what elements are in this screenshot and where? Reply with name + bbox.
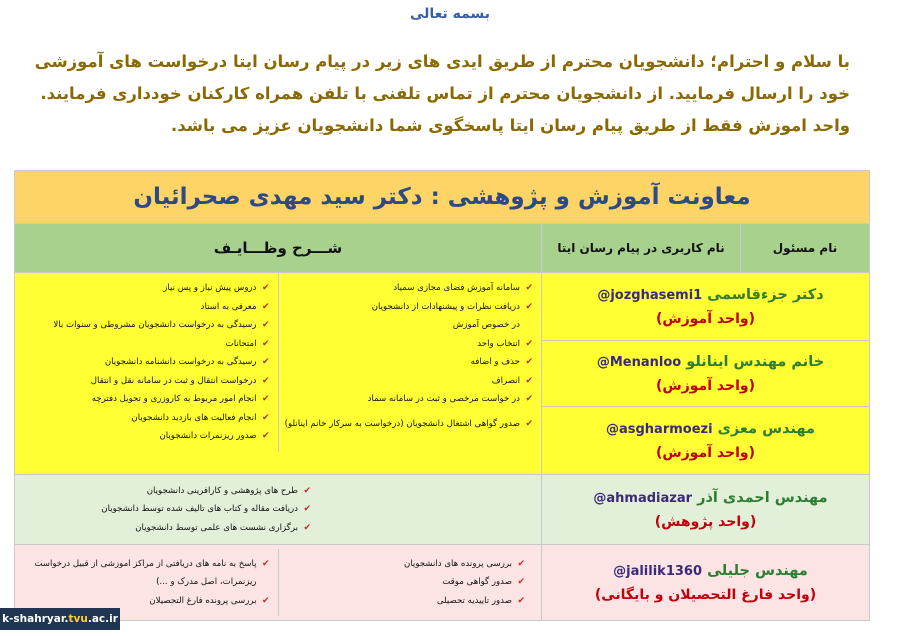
education-tasks-list — [15, 273, 278, 452]
check-icon: ✔ — [261, 301, 270, 312]
check-icon: ✔ — [261, 320, 270, 330]
check-icon: ✔ — [303, 504, 311, 515]
eitaa-username[interactable]: @asgharmoezi — [605, 421, 713, 437]
table-row — [542, 407, 870, 475]
list-item: ✔ معرفی به استاد — [21, 298, 270, 317]
list-item: ✔ برگزاری نشست های علمی توسط دانشجویان — [21, 519, 311, 538]
check-icon: ✔ — [261, 357, 270, 367]
intro-paragraph — [30, 46, 850, 142]
check-icon: ✔ — [525, 394, 533, 404]
intro-line: خود را ارسال فرمایید. از دانشجویان محترم از تماس تلفنی با تلفن همراه کارکنان خودداری فرمایند. — [40, 84, 850, 103]
list-item: ✔ امتحانات — [21, 335, 270, 354]
education-tasks-list — [279, 273, 542, 415]
eitaa-username[interactable]: @Menanloo — [596, 354, 682, 370]
intro-line: واحد اموزش فقط از طریق پیام رسان ایتا پاسخگوی شما دانشجویان عزیز می باشد. — [170, 116, 850, 135]
list-item: ✔ درخواست انتقال و ثبت در سامانه نقل و انتقال — [21, 372, 270, 391]
responsible-name: خانم مهندس اینانلو — [686, 353, 825, 370]
check-icon: ✔ — [261, 283, 270, 293]
list-item: ✔ صدور ریزنمرات دانشجویان — [21, 427, 270, 446]
logo-accent: tvu — [68, 613, 88, 625]
list-item: ✔ بررسی پرونده های دانشجویان — [285, 555, 526, 574]
research-tasks-list — [15, 476, 541, 544]
list-item: ✔ رسیدگی به درخواست دانشجویان مشروطی و سنوات بالا — [21, 316, 270, 335]
table-row — [542, 545, 870, 621]
list-item: ✔ دریافت مقاله و کتاب های تالیف شده توسط دانشجویان — [21, 500, 311, 519]
list-item: ✔ دروس پیش نیاز و پس نیاز — [21, 279, 270, 298]
check-icon: ✔ — [261, 595, 270, 606]
check-icon: ✔ — [261, 412, 270, 423]
check-icon: ✔ — [261, 338, 270, 349]
responsible-name: مهندس جلیلی — [707, 562, 808, 579]
eitaa-username[interactable]: @jalilik1360 — [613, 563, 703, 579]
check-icon: ✔ — [517, 558, 525, 569]
education-duties-cell — [15, 273, 542, 475]
list-item: ✔ حذف و اضافه — [285, 353, 534, 372]
responsible-line — [542, 563, 869, 579]
intro-line: با سلام و احترام؛ دانشجویان محترم از طریق ایدی های زیر در پیام رسان ایتا درخواست های آموزشی — [34, 52, 850, 71]
list-item: ✔ پاسخ به نامه های دریافتی از مراکز اموزشی از قبیل درخواست ریزنمرات، اصل مدرک و ...) — [21, 555, 270, 592]
unit-label: (واحد آموزش) — [656, 444, 755, 461]
list-item: ✔ انجام فعالیت های بازدید دانشجویان — [21, 409, 270, 428]
eitaa-username[interactable]: @jozghasemi1 — [597, 287, 703, 303]
list-item: در خصوص آموزش — [452, 320, 520, 330]
responsible-name: مهندس معزی — [717, 420, 815, 437]
check-icon: ✔ — [525, 283, 533, 293]
list-item: ✔ صدور گواهی اشتغال دانشجویان (درخواست به سرکار خانم اینانلو) — [285, 415, 534, 434]
check-icon: ✔ — [525, 375, 533, 386]
graduates-tasks-list — [279, 549, 542, 617]
graduates-tasks-list — [15, 549, 278, 617]
check-icon: ✔ — [261, 558, 270, 569]
list-item: ✔ انصراف — [285, 372, 534, 391]
eitaa-username[interactable]: @ahmadiazar — [593, 490, 693, 506]
list-item: ✔ سامانه آموزش فضای مجازی سمیاد — [285, 279, 534, 298]
check-icon: ✔ — [525, 357, 533, 367]
logo-prefix: k-shahryar. — [2, 613, 69, 625]
contacts-table — [14, 170, 870, 621]
unit-label: (واحد آموزش) — [656, 310, 755, 327]
check-icon: ✔ — [517, 577, 525, 588]
list-item: ✔ صدور گواهی موقت — [285, 573, 526, 592]
list-item: ✔ دریافت نظرات و پیشنهادات از دانشجویان — [285, 298, 534, 317]
basmala-heading: بسمه تعالی — [409, 6, 491, 22]
check-icon: ✔ — [525, 418, 533, 429]
column-header-username: نام کاربری در پیام رسان ایتا — [542, 224, 741, 273]
list-item: ✔ انتخاب واحد — [285, 335, 534, 354]
check-icon: ✔ — [303, 522, 311, 533]
research-duties-cell — [15, 475, 542, 545]
responsible-line — [542, 421, 869, 437]
column-header-duties: شـــرح وظـــایـف — [15, 224, 542, 273]
logo-suffix: .ac.ir — [87, 613, 118, 625]
list-item: ✔ بررسی پرونده فارغ التحصیلان — [21, 592, 270, 611]
check-icon: ✔ — [261, 394, 270, 404]
table-row — [542, 341, 870, 407]
list-item: ✔ رسیدگی به درخواست دانشنامه دانشجویان — [21, 353, 270, 372]
responsible-name: دکتر جزءقاسمی — [707, 286, 824, 303]
responsible-line — [542, 354, 869, 370]
column-header-name: نام مسئول — [741, 224, 870, 273]
list-item: ✔ صدور تاییدیه تحصیلی — [285, 592, 526, 611]
responsible-line — [542, 287, 869, 303]
responsible-line — [542, 490, 869, 506]
unit-label: (واحد پژوهش) — [654, 513, 757, 530]
check-icon: ✔ — [261, 375, 270, 386]
table-row — [542, 273, 870, 341]
unit-label: (واحد آموزش) — [656, 377, 755, 394]
responsible-name: مهندس احمدی آذر — [697, 489, 828, 506]
list-item: ✔ طرح های پژوهشی و کارافرینی دانشجویان — [21, 482, 311, 501]
check-icon: ✔ — [261, 431, 270, 441]
check-icon: ✔ — [525, 338, 533, 349]
site-logo[interactable] — [0, 608, 120, 630]
check-icon: ✔ — [517, 595, 525, 606]
list-item: ✔ در خواست مرخصی و ثبت در سامانه سماد — [285, 390, 534, 409]
unit-label: (واحد فارغ التحصیلان و بایگانی) — [594, 586, 817, 603]
list-item: ✔ انجام امور مربوط به کاروزری و تحویل دفترچه — [21, 390, 270, 409]
table-row — [542, 475, 870, 545]
education-tasks-list — [279, 415, 542, 440]
table-title: معاونت آموزش و پژوهشی : دکتر سید مهدی صحرائیان — [15, 171, 870, 224]
check-icon: ✔ — [303, 485, 311, 496]
check-icon: ✔ — [525, 301, 533, 312]
